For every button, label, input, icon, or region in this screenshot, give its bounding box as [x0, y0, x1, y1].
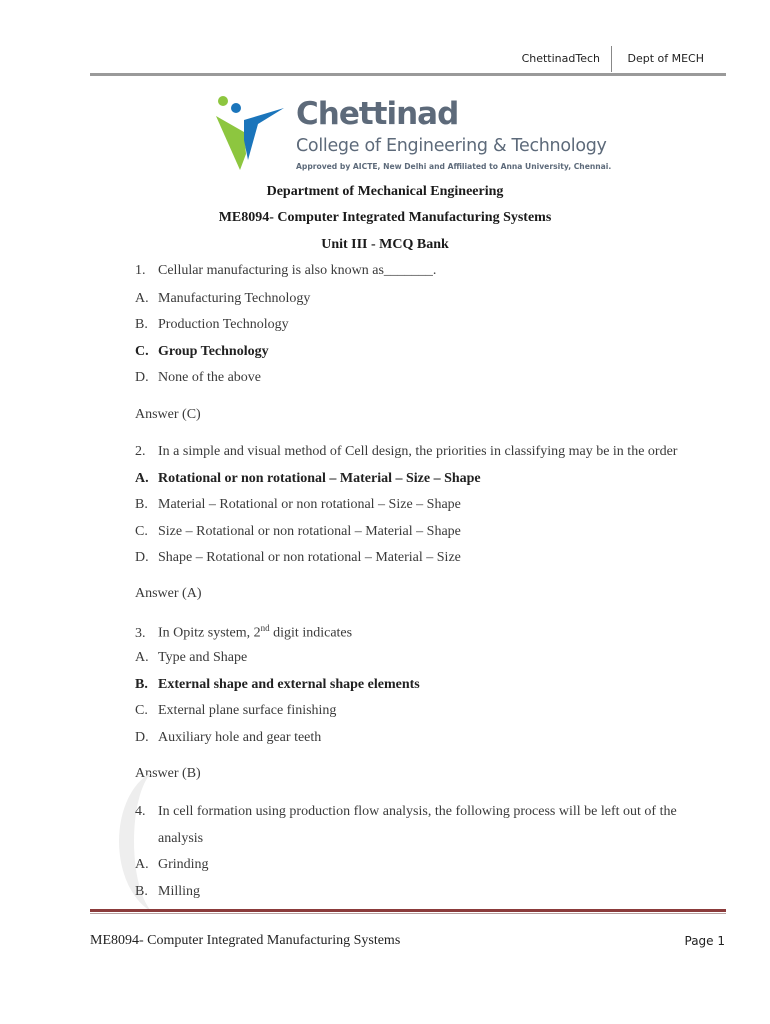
course-title: ME8094- Computer Integrated Manufacturing Systems [218, 210, 552, 225]
logo-subtitle: College of Engineering & Technology [296, 136, 607, 156]
question-3: 3. In Opitz system, 2nd digit indicates [135, 623, 353, 641]
q3-option-d: D. Auxiliary hole and gear teeth [135, 730, 322, 745]
q3-option-a: A. Type and Shape [135, 650, 248, 665]
unit-title: Unit III - MCQ Bank [321, 237, 449, 252]
q3-option-c: C. External plane surface finishing [135, 703, 337, 718]
header-rule [90, 73, 726, 76]
logo-emblem-icon [214, 94, 294, 174]
question-number: 3. [135, 625, 146, 641]
question-number: 2. [135, 444, 146, 459]
question-2 [135, 444, 677, 460]
q3-option-b-correct: B. External shape and external shape elements [135, 677, 420, 692]
q3-answer: Answer (B) [135, 766, 201, 781]
q2-answer: Answer (A) [135, 586, 202, 601]
question-text: In a simple and visual method of Cell design, the priorities in classifying may be in the order [158, 444, 678, 459]
question-number: 4. [135, 804, 146, 819]
q1-option-d: D. None of the above [135, 370, 262, 385]
logo-name: Chettinad [296, 96, 459, 132]
footer-rule [90, 909, 726, 912]
header-dept: Dept of MECH [627, 52, 704, 65]
logo-approval-line: Approved by AICTE, New Delhi and Affiliated to Anna University, Chennai. [296, 162, 612, 171]
q2-option-a-correct: A. Rotational or non rotational – Material – Size – Shape [135, 471, 481, 486]
q1-option-a: A. Manufacturing Technology [135, 291, 311, 306]
footer-course: ME8094- Computer Integrated Manufacturing Systems [90, 933, 401, 948]
question-1 [135, 263, 436, 279]
q4-option-a: A. Grinding [135, 857, 209, 872]
q4-option-b: B. Milling [135, 884, 201, 899]
question-4: 4. In cell formation using production flow analysis, the following process will be left out of the analysis [135, 798, 727, 852]
question-text: Cellular manufacturing is also known as_______. [158, 263, 437, 278]
header-separator [611, 46, 612, 72]
q2-option-d: D. Shape – Rotational or non rotational – Material – Size [135, 550, 461, 565]
question-number: 1. [135, 263, 146, 278]
q1-answer: Answer (C) [135, 407, 201, 422]
header-org: ChettinadTech [521, 52, 600, 65]
college-logo [214, 94, 612, 174]
page-number: Page 1 [684, 934, 725, 948]
q2-option-c: C. Size – Rotational or non rotational – Material – Shape [135, 524, 461, 539]
q1-option-c-correct: C. Group Technology [135, 344, 269, 359]
department-title: Department of Mechanical Engineering [266, 184, 504, 199]
question-text: In cell formation using production flow analysis, the following process will be left out of the [158, 804, 677, 819]
q1-option-b: B. Production Technology [135, 317, 289, 332]
footer-rule-thin [90, 913, 726, 914]
q2-option-b: B. Material – Rotational or non rotational – Size – Shape [135, 497, 461, 512]
